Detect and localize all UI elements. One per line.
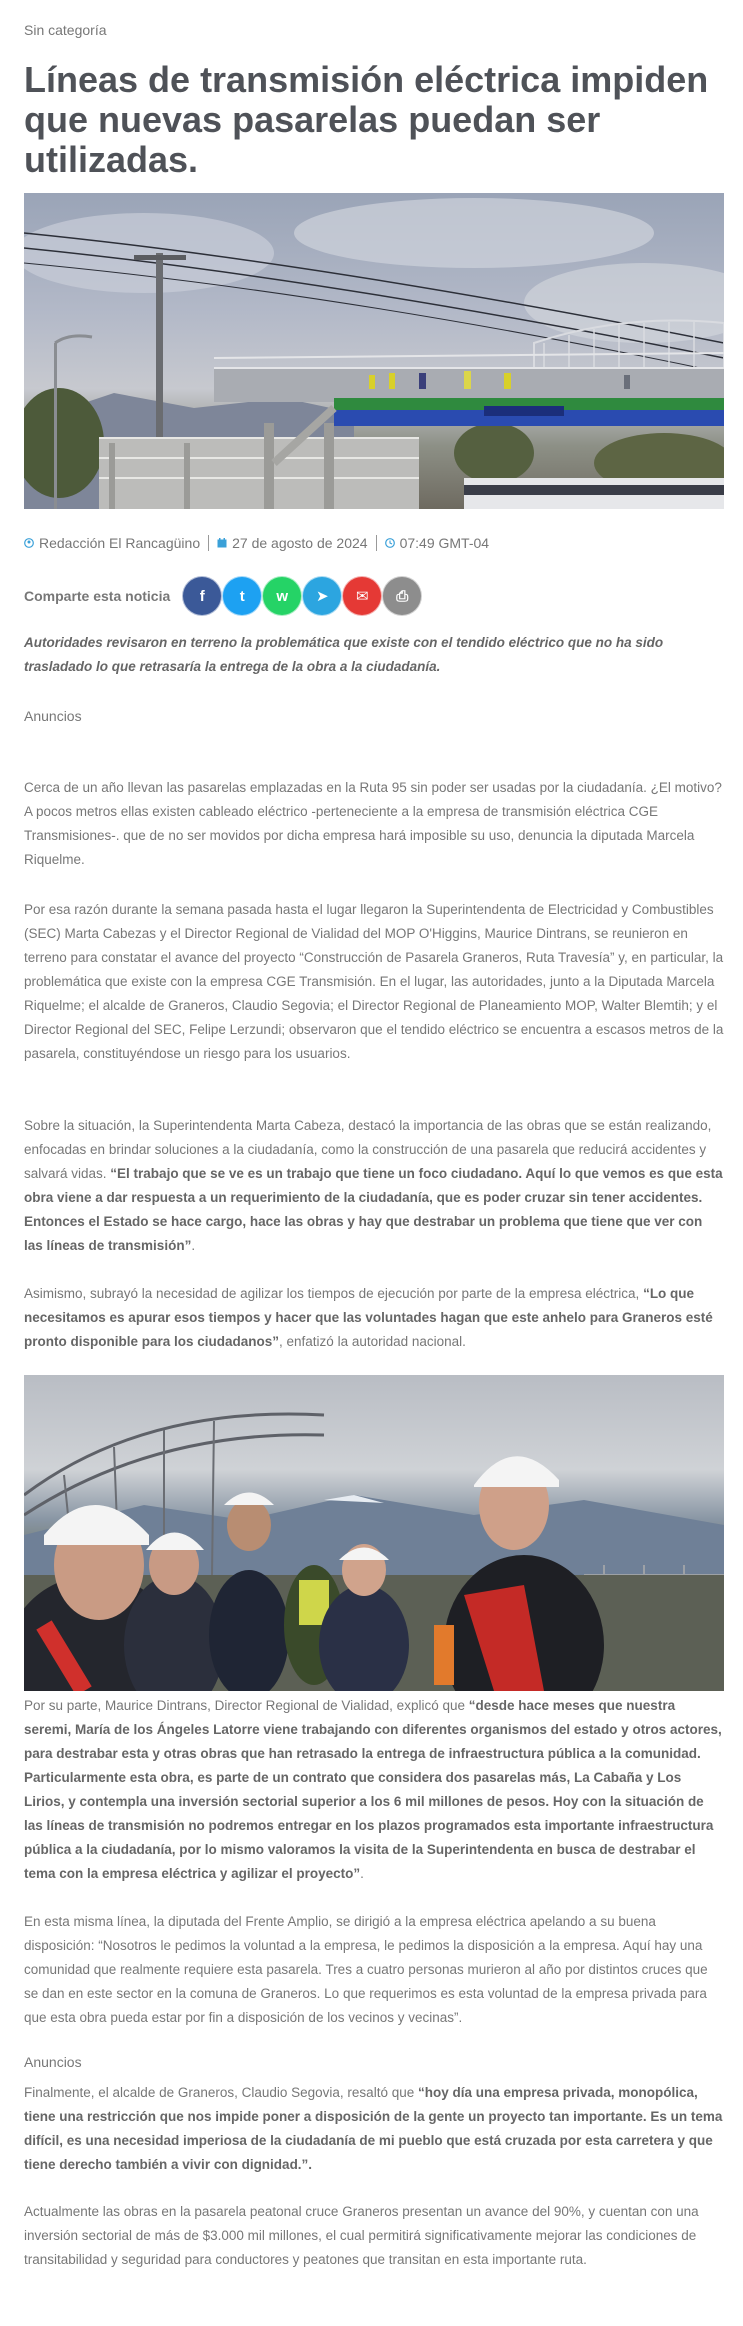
officials-illustration bbox=[24, 1375, 724, 1691]
meta-divider bbox=[376, 535, 377, 551]
officials-photo bbox=[24, 1375, 724, 1691]
twitter-icon: t bbox=[239, 587, 245, 605]
share-label: Comparte esta noticia bbox=[24, 588, 171, 604]
paragraph-text: . bbox=[360, 1866, 364, 1881]
whatsapp-icon: w bbox=[276, 587, 289, 605]
body-paragraph-7 bbox=[24, 2081, 724, 2177]
quote-text: “Lo que necesitamos es apurar esos tiempos y hacer que las voluntades hagan que este anhelo para Graneros esté pronto disponible para los ciudadanos” bbox=[24, 1286, 713, 1349]
share-bar bbox=[24, 576, 422, 616]
quote-text: “El trabajo que se ve es un trabajo que tiene un foco ciudadano. Aquí lo que vemos es que esta obra viene a dar respuesta a un requerimiento de la ciudadanía, que es poder cruzar sin tener accidentes. Entonces el Estado se hace cargo, hace las obras y hay que destrabar un problema que tiene que ver con las líneas de transmisión” bbox=[24, 1166, 723, 1253]
overpass-illustration bbox=[24, 193, 724, 509]
quote-text: “desde hace meses que nuestra seremi, María de los Ángeles Latorre viene trabajando con diferentes organismos del estado y otros actores, para destrabar esta y otras obras que han retrasado la entrega de infraestructura pública a la comunidad. Particularmente esta obra, es parte de un contrato que considera dos pasarelas más, La Cabaña y Los Lirios, y contempla una inversión sectorial superior a los 6 mil millones de pesos. Hoy con la situación de las líneas de transmisión no podremos entregar en los plazos programados esta importante infraestructura pública a la ciudadanía, por lo mismo valoramos la visita de la Superintendenta en busca de destrabar el tema con la empresa eléctrica y agilizar el proyecto” bbox=[24, 1698, 722, 1881]
quote-text: “hoy día una empresa privada, monopólica, tiene una restricción que nos impide poner a disposición de la gente un proyecto tan importante. Es un tema difícil, es una necesidad imperiosa de la ciudadanía de mi pueblo que está cruzada por esta carretera y que tiene derecho también a vivir con dignidad.”. bbox=[24, 2085, 723, 2172]
paragraph-text: Asimismo, subrayó la necesidad de agilizar los tiempos de ejecución por parte de la empresa eléctrica, bbox=[24, 1286, 644, 1301]
paragraph-text: . bbox=[191, 1238, 196, 1253]
telegram-icon: ➤ bbox=[315, 588, 329, 605]
clock-icon bbox=[385, 538, 395, 548]
share-email-button[interactable] bbox=[342, 576, 382, 616]
body-paragraph-3 bbox=[24, 1114, 724, 1258]
ads-label: Anuncios bbox=[24, 708, 82, 724]
user-icon bbox=[24, 538, 34, 548]
ads-label: Anuncios bbox=[24, 2054, 82, 2070]
body-paragraph-8: Actualmente las obras en la pasarela peatonal cruce Graneros presentan un avance del 90%, y cuentan con una inversión sectorial de más de $3.000 mil millones, el cual permitirá significativamente mejorar las condiciones de transitabilidad y seguridad para conductores y peatones que transitan en esta importante ruta. bbox=[24, 2204, 699, 2267]
hero-photo bbox=[24, 193, 724, 509]
body-paragraph-1: Cerca de un año llevan las pasarelas emplazadas en la Ruta 95 sin poder ser usadas por la ciudadanía. ¿El motivo? A pocos metros ellas existen cableado eléctrico -perteneciente a la empresa de transmisión eléctrica CGE Transmisiones-. que de no ser movidos por dicha empresa hará imposible su uso, denuncia la diputada Marcela Riquelme. bbox=[24, 780, 722, 867]
meta-divider bbox=[208, 535, 209, 551]
share-twitter-button[interactable] bbox=[222, 576, 262, 616]
publish-time: 07:49 GMT-04 bbox=[399, 535, 490, 551]
share-whatsapp-button[interactable] bbox=[262, 576, 302, 616]
category-link[interactable]: Sin categoría bbox=[24, 22, 107, 38]
paragraph-text: Finalmente, el alcalde de Graneros, Claudio Segovia, resaltó que bbox=[24, 2085, 418, 2100]
author-name[interactable]: Redacción El Rancagüino bbox=[39, 535, 201, 551]
share-telegram-button[interactable] bbox=[302, 576, 342, 616]
email-icon: ✉ bbox=[355, 588, 369, 605]
body-paragraph-5 bbox=[24, 1694, 724, 1886]
publish-date: 27 de agosto de 2024 bbox=[232, 535, 368, 551]
paragraph-text: Sobre la situación, la Superintendenta Marta Cabeza, destacó la importancia de las obras que se están realizando, enfocadas en brindar soluciones a la ciudadanía, como la construcción de una pasarela que reducirá accidentes y salvará vidas. bbox=[24, 1118, 712, 1181]
facebook-icon: f bbox=[199, 587, 205, 605]
article-lead: Autoridades revisaron en terreno la problemática que existe con el tendido eléctrico que no ha sido trasladado lo que retrasaría la entrega de la obra a la ciudadanía. bbox=[24, 635, 664, 674]
calendar-icon bbox=[217, 538, 227, 548]
article-meta bbox=[24, 535, 489, 551]
paragraph-text: , enfatizó la autoridad nacional. bbox=[279, 1334, 466, 1349]
share-facebook-button[interactable] bbox=[182, 576, 222, 616]
body-paragraph-4 bbox=[24, 1282, 724, 1354]
paragraph-text: Por su parte, Maurice Dintrans, Director Regional de Vialidad, explicó que bbox=[24, 1698, 469, 1713]
body-paragraph-2: Por esa razón durante la semana pasada hasta el lugar llegaron la Superintendenta de Electricidad y Combustibles (SEC) Marta Cabezas y el Director Regional de Vialidad del MOP O'Higgins, Maurice Dintrans, se reunieron en terreno para constatar el avance del proyecto “Construcción de Pasarela Graneros, Ruta Travesía” y, en particular, la problemática que existe con la empresa CGE Transmisión. En el lugar, las autoridades, junto a la Diputada Marcela Riquelme; el alcalde de Graneros, Claudio Segovia; el Director Regional de Planeamiento MOP, Walter Blemtih; y el Director Regional del SEC, Felipe Lerzundi; observaron que el tendido eléctrico se encuentra a escasos metros de la pasarela, constituyéndose un riesgo para los usuarios. bbox=[24, 902, 724, 1061]
body-paragraph-6: En esta misma línea, la diputada del Frente Amplio, se dirigió a la empresa eléctrica apelando a su buena disposición: “Nosotros le pedimos la voluntad a la empresa, le pedimos la disposición a la empresa. Aquí hay una comunidad que realmente requiere esta pasarela. Tres a cuatro personas murieron al año por distintos cruces que se dan en este sector en la comuna de Graneros. Lo que requerimos es esta voluntad de la empresa privada para que esta obra pueda estar por fin a disposición de los vecinos y vecinas”. bbox=[24, 1914, 708, 2025]
share-print-button[interactable] bbox=[382, 576, 422, 616]
page-title: Líneas de transmisión eléctrica impiden que nuevas pasarelas puedan ser utilizadas. bbox=[24, 59, 709, 180]
print-icon: ⎙ bbox=[396, 587, 409, 605]
